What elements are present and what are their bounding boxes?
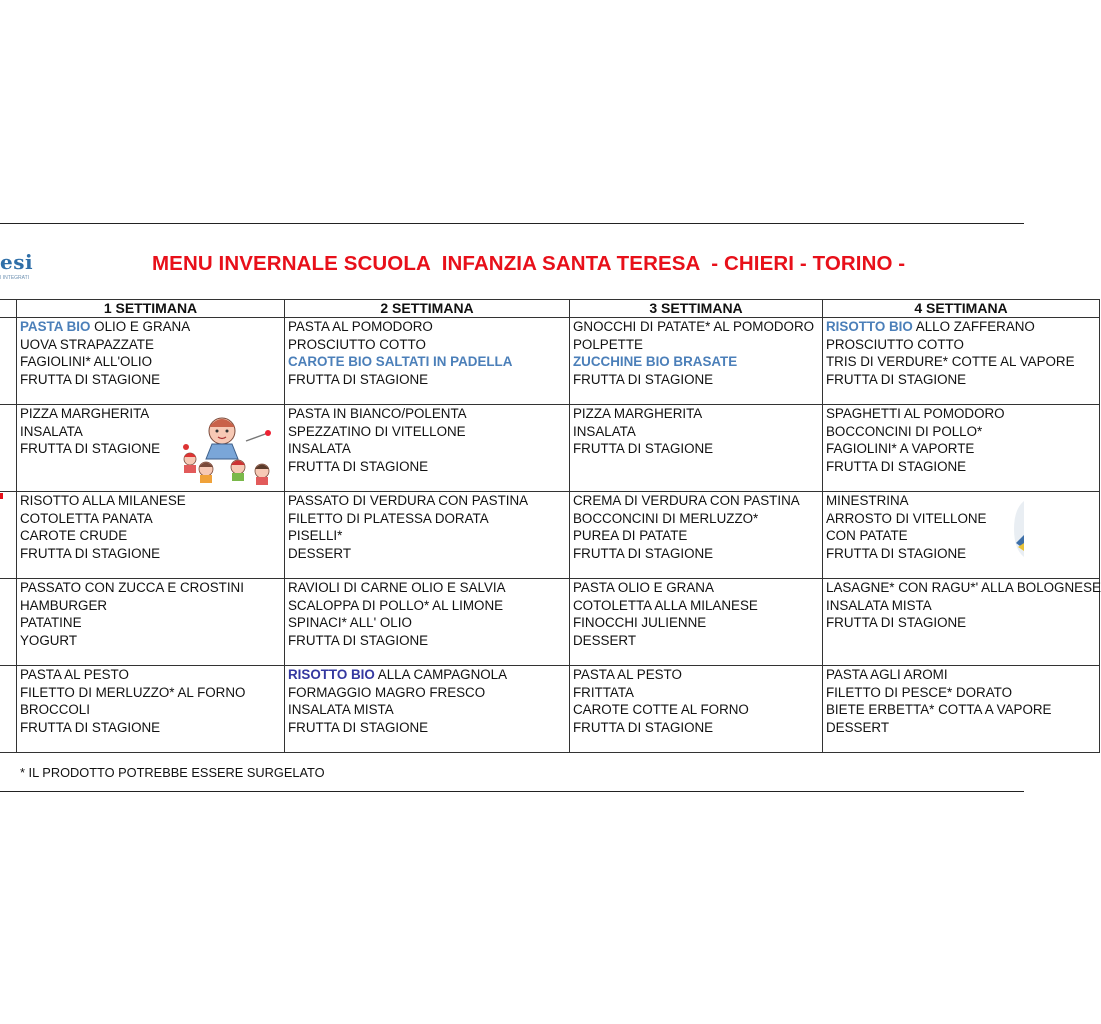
menu-line [826,353,1099,370]
dish-text: FRUTTA DI STAGIONE [573,441,714,457]
menu-cell [285,492,570,579]
day-cell [0,666,17,753]
menu-cell [285,666,570,753]
dish-text: SPEZZATINO DI VITELLONE [288,423,466,439]
dish-text: INSALATA [573,423,636,439]
bio-label: CAROTE BIO SALTATI IN PADELLA [288,354,513,370]
menu-cell [570,666,823,753]
menu-line [826,492,1099,509]
week-header: 1 SETTIMANA [17,300,285,318]
dish-text: FRUTTA DI STAGIONE [20,719,161,735]
dish-text: PIZZA MARGHERITA [573,406,703,422]
menu-line [573,492,822,509]
dish-text: PASTA OLIO E GRANA [573,580,714,596]
menu-line [20,701,284,718]
dish-text: FRUTTA DI STAGIONE [826,371,967,387]
menu-line [573,701,822,718]
dish-text: DESSERT [573,632,637,648]
menu-cell [823,492,1100,579]
week-header: 3 SETTIMANA [570,300,823,318]
menu-cell [285,405,570,492]
menu-line [288,684,569,701]
menu-line [288,545,569,562]
dish-text: FILETTO DI MERLUZZO* AL FORNO [20,684,246,700]
red-marker [0,493,3,499]
menu-line [288,579,569,596]
dish-text: INSALATA [288,441,351,457]
dish-text: MINESTRINA [826,493,909,509]
menu-line [826,423,1099,440]
menu-line [20,666,284,683]
children-illustration-icon [176,411,276,491]
dish-text: ALLO ZAFFERANO [912,319,1035,335]
dish-text: PASTA AL PESTO [20,667,129,683]
bio-label: RISOTTO BIO [826,319,913,335]
logo-subtitle: I INTEGRATI [0,275,30,281]
dish-text: FRUTTA DI STAGIONE [826,545,967,561]
dish-text: FRITTATA [573,684,634,700]
menu-line [288,353,569,370]
dish-text: FILETTO DI PLATESSA DORATA [288,510,489,526]
dish-text: FRUTTA DI STAGIONE [288,719,429,735]
dish-text: LASAGNE* CON RAGU*' ALLA BOLOGNESE [826,580,1101,596]
dish-text: FRUTTA DI STAGIONE [826,458,967,474]
dish-text: GNOCCHI DI PATATE* AL POMODORO [573,319,815,335]
menu-line [573,440,822,457]
menu-line [826,545,1099,562]
dish-text: PASTA AL POMODORO [288,319,433,335]
dish-text: SCALOPPA DI POLLO* AL LIMONE [288,597,504,613]
menu-sheet [0,223,1101,792]
menu-line [288,423,569,440]
dish-text: FRUTTA DI STAGIONE [20,441,161,457]
logo-text: esi [0,250,34,274]
menu-line [20,336,284,353]
dish-text: FRUTTA DI STAGIONE [288,632,429,648]
dish-text: PASTA IN BIANCO/POLENTA [288,406,467,422]
dish-text: DESSERT [288,545,352,561]
dish-text: DESSERT [826,719,890,735]
dish-text: FINOCCHI JULIENNE [573,615,707,631]
menu-line [288,440,569,457]
menu-cell [823,666,1100,753]
table-row [0,579,1100,666]
menu-cell [570,318,823,405]
menu-line [573,666,822,683]
dish-text: COTOLETTA ALLA MILANESE [573,597,758,613]
menu-line [573,510,822,527]
partial-illustration-icon [1012,499,1024,559]
dish-text: INSALATA MISTA [288,702,394,718]
menu-line [826,579,1099,596]
menu-line [20,353,284,370]
dish-text: PASTA AL PESTO [573,667,682,683]
day-cell [0,492,17,579]
dish-text: YOGURT [20,632,78,648]
menu-cell [570,405,823,492]
dish-text: BIETE ERBETTA* COTTA A VAPORE [826,702,1052,718]
menu-line [288,318,569,335]
menu-body [0,318,1100,753]
menu-line [826,701,1099,718]
dish-text: CAROTE CRUDE [20,528,128,544]
menu-line [573,527,822,544]
menu-line [20,510,284,527]
dish-text: PATATINE [20,615,82,631]
day-cell [0,405,17,492]
menu-line [288,527,569,544]
day-cell [0,579,17,666]
table-row [0,666,1100,753]
header-row [0,300,1100,318]
menu-line [573,371,822,388]
menu-line [20,614,284,631]
menu-cell [823,405,1100,492]
dish-text: BOCCONCINI DI POLLO* [826,423,983,439]
dish-text: PROSCIUTTO COTTO [288,336,426,352]
dish-text: BROCCOLI [20,702,90,718]
dish-text: INSALATA MISTA [826,597,932,613]
bio-label: RISOTTO BIO [288,667,375,683]
menu-line [20,684,284,701]
menu-line [573,336,822,353]
menu-line [826,405,1099,422]
table-row [0,318,1100,405]
page-title: MENU INVERNALE SCUOLA INFANZIA SANTA TERESA - CHIERI - TORINO - [152,252,906,275]
dish-text: FRUTTA DI STAGIONE [288,371,429,387]
menu-line [826,510,1099,527]
day-header [0,300,17,318]
menu-line [826,614,1099,631]
menu-line [288,719,569,736]
dish-text: SPINACI* ALL' OLIO [288,615,412,631]
menu-cell [17,492,285,579]
menu-line [20,371,284,388]
dish-text: FRUTTA DI STAGIONE [20,371,161,387]
menu-line [20,579,284,596]
dish-text: RISOTTO ALLA MILANESE [20,493,186,509]
dish-text: CAROTE COTTE AL FORNO [573,702,749,718]
menu-line [20,719,284,736]
menu-cell [570,492,823,579]
menu-line [573,614,822,631]
menu-line [20,632,284,649]
dish-text: ARROSTO DI VITELLONE [826,510,987,526]
dish-text: FRUTTA DI STAGIONE [288,458,429,474]
dish-text: ALLA CAMPAGNOLA [374,667,508,683]
menu-line [288,597,569,614]
footnote: * IL PRODOTTO POTREBBE ESSERE SURGELATO [20,765,325,780]
dish-text: BOCCONCINI DI MERLUZZO* [573,510,759,526]
table-row [0,405,1100,492]
dish-text: HAMBURGER [20,597,108,613]
menu-line [20,597,284,614]
menu-line [288,405,569,422]
menu-line [288,458,569,475]
dish-text: PASTA AGLI AROMI [826,667,948,683]
table-row [0,492,1100,579]
menu-line [573,318,822,335]
menu-line [20,492,284,509]
menu-line [826,684,1099,701]
menu-line [288,336,569,353]
menu-line [20,545,284,562]
menu-line [826,371,1099,388]
dish-text: POLPETTE [573,336,643,352]
menu-line [573,597,822,614]
menu-cell [823,318,1100,405]
dish-text: OLIO E GRANA [90,319,191,335]
dish-text: FAGIOLINI* ALL'OLIO [20,354,153,370]
menu-line [288,666,569,683]
bio-label: ZUCCHINE BIO BRASATE [573,354,738,370]
dish-text: FRUTTA DI STAGIONE [573,371,714,387]
menu-line [288,632,569,649]
menu-line [826,458,1099,475]
dish-text: COTOLETTA PANATA [20,510,153,526]
dish-text: FRUTTA DI STAGIONE [826,615,967,631]
menu-line [826,527,1099,544]
menu-line [573,353,822,370]
menu-line [573,545,822,562]
dish-text: PROSCIUTTO COTTO [826,336,964,352]
menu-line [573,632,822,649]
dish-text: PISELLI* [288,528,343,544]
dish-text: PIZZA MARGHERITA [20,406,150,422]
dish-text: FILETTO DI PESCE* DORATO [826,684,1013,700]
menu-line [826,336,1099,353]
menu-line [826,719,1099,736]
menu-line [573,423,822,440]
menu-line [826,597,1099,614]
menu-line [288,701,569,718]
menu-line [573,405,822,422]
bio-label: PASTA BIO [20,319,91,335]
menu-line [573,579,822,596]
menu-cell [17,666,285,753]
menu-cell [17,318,285,405]
dish-text: TRIS DI VERDURE* COTTE AL VAPORE [826,354,1075,370]
dish-text: CREMA DI VERDURA CON PASTINA [573,493,800,509]
dish-text: UOVA STRAPAZZATE [20,336,154,352]
menu-cell [285,318,570,405]
dish-text: PASSATO DI VERDURA CON PASTINA [288,493,529,509]
menu-line [20,527,284,544]
dish-text: RAVIOLI DI CARNE OLIO E SALVIA [288,580,506,596]
menu-cell [823,579,1100,666]
dish-text: FORMAGGIO MAGRO FRESCO [288,684,486,700]
dish-text: CON PATATE [826,528,908,544]
menu-line [20,318,284,335]
dish-text: PASSATO CON ZUCCA E CROSTINI [20,580,244,596]
menu-line [826,440,1099,457]
menu-cell [285,579,570,666]
day-cell [0,318,17,405]
dish-text: FRUTTA DI STAGIONE [20,545,161,561]
menu-line [288,614,569,631]
menu-line [288,492,569,509]
menu-line [826,666,1099,683]
week-header: 2 SETTIMANA [285,300,570,318]
dish-text: SPAGHETTI AL POMODORO [826,406,1005,422]
dish-text: FAGIOLINI* A VAPORTE [826,441,975,457]
dish-text: FRUTTA DI STAGIONE [573,545,714,561]
menu-line [288,510,569,527]
menu-line [573,719,822,736]
dish-text: PUREA DI PATATE [573,528,688,544]
menu-line [288,371,569,388]
dish-text: INSALATA [20,423,83,439]
menu-cell [17,579,285,666]
week-header: 4 SETTIMANA [823,300,1100,318]
menu-line [573,684,822,701]
menu-cell [570,579,823,666]
menu-line [826,318,1099,335]
menu-table [0,299,1100,753]
dish-text: FRUTTA DI STAGIONE [573,719,714,735]
